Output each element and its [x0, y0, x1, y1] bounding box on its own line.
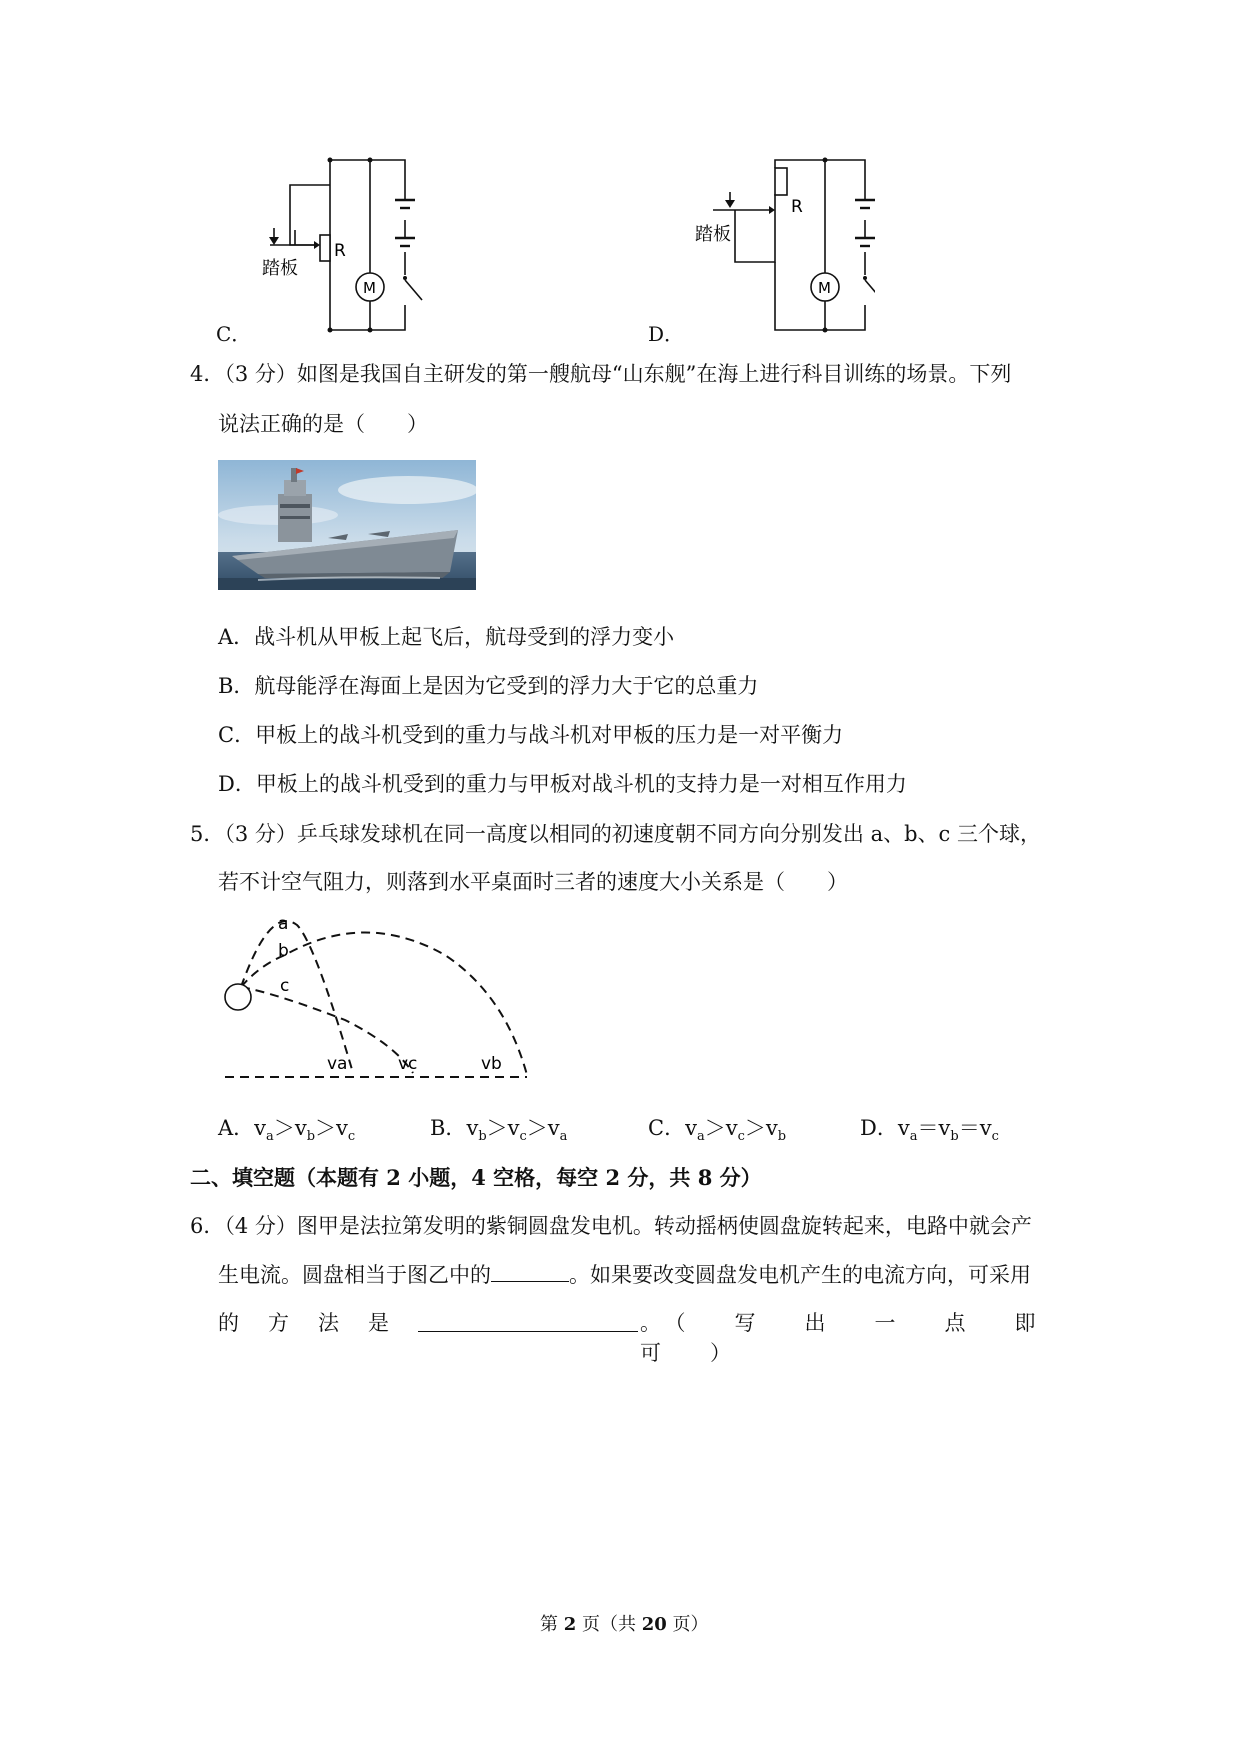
page-footer: 第 2 页（共 20 页）: [540, 1614, 709, 1635]
resistor-label: R: [334, 241, 346, 261]
q6-stem-line3: 的 方 法 是 。（ 写 出 一 点 即 可 ）: [218, 1311, 1085, 1365]
q5-option-a: A．$v_a>v_b>v_c$: [218, 1116, 356, 1145]
q4-option-d: D．甲板上的战斗机受到的重力与甲板对战斗机的支持力是一对相互作用力: [218, 772, 907, 796]
circuit-c-label: C．: [216, 322, 252, 346]
q4-option-b: B．航母能浮在海面上是因为它受到的浮力大于它的总重力: [218, 674, 759, 698]
q5-stem-line1: 5．（3 分）乒乓球发球机在同一高度以相同的初速度朝不同方向分别发出 a、b、c 三个球，: [190, 822, 1041, 846]
label-vc: vc: [398, 1054, 418, 1074]
trajectory-diagram: [215, 915, 545, 1085]
aircraft-carrier-photo: [218, 460, 476, 590]
circuit-d-label: D．: [648, 322, 685, 346]
q4-option-a: A．战斗机从甲板上起飞后，航母受到的浮力变小: [218, 625, 675, 649]
answer-blank-1[interactable]: [491, 1261, 569, 1282]
label-vb: vb: [481, 1054, 502, 1074]
q5-option-d: D．$v_a=v_b=v_c$: [860, 1116, 999, 1145]
pedal-label: 踏板: [695, 224, 731, 245]
q5-option-c: C．$v_a>v_c>v_b$: [648, 1116, 787, 1145]
circuit-diagram-d: [685, 150, 875, 335]
q4-stem-line2: 说法正确的是（ ）: [218, 412, 428, 436]
label-va: va: [327, 1054, 348, 1074]
q6-stem-line2: 生电流。圆盘相当于图乙中的 。如果要改变圆盘发电机产生的电流方向，可采用: [218, 1263, 1031, 1287]
motor-label: M: [363, 279, 376, 297]
q4-option-c: C．甲板上的战斗机受到的重力与战斗机对甲板的压力是一对平衡力: [218, 723, 844, 747]
q5-option-b: B．$v_b>v_c>v_a$: [430, 1116, 568, 1145]
pedal-label: 踏板: [262, 258, 298, 279]
q5-stem-line2: 若不计空气阻力，则落到水平桌面时三者的速度大小关系是（ ）: [218, 870, 848, 894]
motor-label: M: [818, 279, 831, 297]
answer-blank-2[interactable]: [418, 1311, 638, 1332]
q6-stem-line1: 6．（4 分）图甲是法拉第发明的紫铜圆盘发电机。转动摇柄使圆盘旋转起来，电路中就会产: [190, 1214, 1032, 1238]
q4-stem-line1: 4．（3 分）如图是我国自主研发的第一艘航母“山东舰”在海上进行科目训练的场景。下列: [190, 362, 1012, 386]
circuit-diagram-c: [250, 150, 440, 335]
label-c: c: [280, 976, 290, 996]
section-heading: 二、填空题（本题有 2 小题，4 空格，每空 2 分，共 8 分）: [190, 1165, 762, 1190]
label-a: a: [278, 915, 289, 934]
resistor-label: R: [791, 197, 803, 217]
label-b: b: [278, 941, 289, 961]
